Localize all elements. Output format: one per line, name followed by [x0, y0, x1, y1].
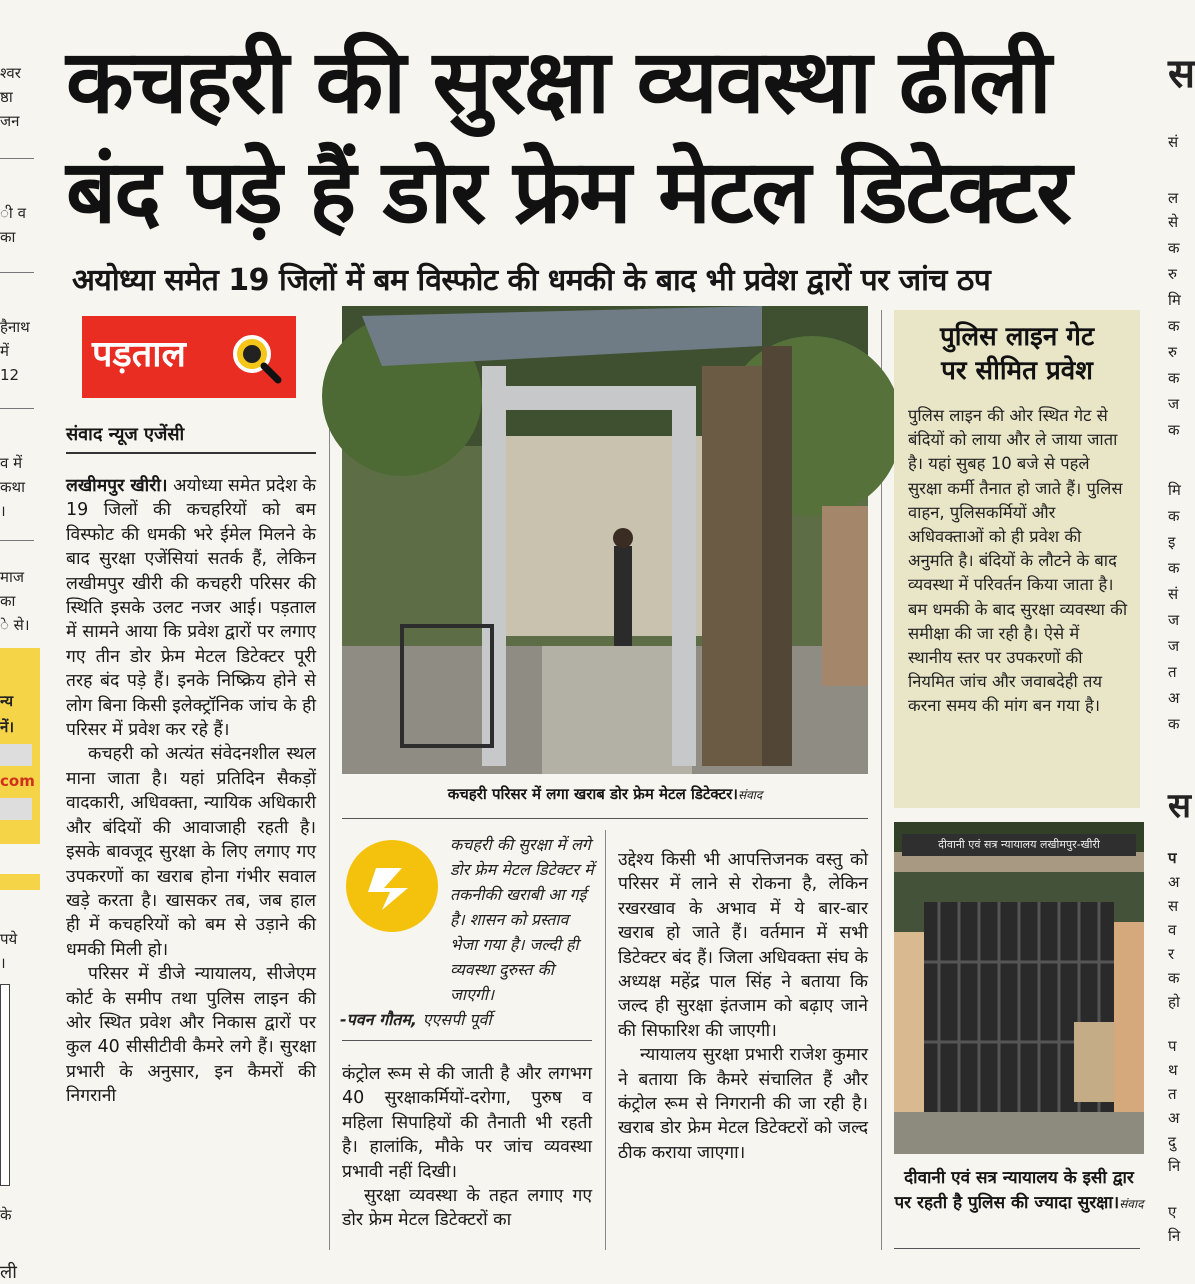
- metal-detector-photo: [342, 306, 868, 774]
- article-paragraph: उद्देश्य किसी भी आपत्तिजनक वस्तु को परिसर में लाने से रोकना है, लेकिन रखरखाव के अभाव में ये बार-बार खराब हो जाते हैं। वर्तमान में सभी डिटेक्टर बंद हैं। जिला अधिवक्ता संघ के अध्यक्ष महेंद्र पाल सिंह ने बताया कि जल्द ही सुरक्षा इंतजाम को बढ़ाए जाने की सिफारिश की जाएगी।: [618, 850, 868, 1041]
- left-divider: [0, 408, 34, 409]
- sidebar-title-line: पर सीमित प्रवेश: [941, 356, 1093, 386]
- article-column-3: [618, 848, 868, 1165]
- left-fragment: पये: [0, 930, 18, 948]
- right-fragment: अ: [1168, 1109, 1180, 1127]
- left-fragment: न्य: [0, 692, 14, 710]
- quote-rule: [342, 1040, 592, 1041]
- left-fragment: ली: [0, 1262, 17, 1283]
- left-fragment: com: [0, 772, 35, 790]
- caption-text: कचहरी परिसर में लगा खराब डोर फ्रेम मेटल डिटेक्टर।: [447, 785, 738, 803]
- left-fragment: श्वर: [0, 64, 21, 82]
- left-ad-box: [0, 798, 32, 820]
- quote-author-line: [340, 1007, 600, 1032]
- right-fragment: सं: [1168, 585, 1179, 603]
- article-column-2: [342, 1062, 592, 1233]
- left-fragment: ी व: [0, 204, 26, 222]
- right-fragment: दु: [1168, 1133, 1176, 1151]
- article-column-1: [66, 474, 316, 1109]
- magnifier-icon: [228, 330, 284, 386]
- article-paragraph: [66, 474, 316, 742]
- official-quote: [340, 832, 600, 1032]
- left-fragment: 12: [0, 366, 20, 384]
- court-gate-photo: [894, 822, 1144, 1154]
- padtal-badge-label: पड़ताल: [92, 334, 186, 375]
- right-fragment: त: [1168, 663, 1177, 681]
- article-paragraph: सुरक्षा व्यवस्था के तहत लगाए गए डोर फ्रेम मेटल डिटेक्टरों का: [342, 1186, 592, 1231]
- left-ad-strip: [0, 874, 40, 890]
- right-fragment: र: [1168, 945, 1175, 963]
- left-divider: [0, 540, 34, 541]
- paragraph-text: अयोध्या समेत प्रदेश के 19 जिलों की कचहरियों को बम विस्फोट की धमकी भरे ईमेल मिलने के बाद सुरक्षा एजेंसियां सतर्क हैं, लेकिन लखीमपुर खीरी की कचहरी परिसर की स्थिति इसके उलट नजर आई। पड़ताल में सामने आया कि प्रवेश द्वारों पर लगाए गए तीन डोर फ्रेम मेटल डिटेक्टर पूरी तरह बंद पड़े हैं। इनके निष्क्रिय होने से लोग बिना किसी इलेक्ट्रॉनिक जांच के ही परिसर में प्रवेश कर रहे हैं।: [66, 476, 316, 741]
- left-fragment: कथा: [0, 478, 25, 496]
- photo-credit: संवाद: [738, 788, 763, 802]
- right-fragment: ज: [1168, 611, 1180, 629]
- left-fragment: में: [0, 342, 9, 360]
- right-fragment: हो: [1168, 993, 1180, 1011]
- caption-text: दीवानी एवं सत्र न्यायालय के इसी द्वार पर रहती है पुलिस की ज्यादा सुरक्षा।: [894, 1168, 1134, 1213]
- quote-designation: एएसपी पूर्वी: [422, 1010, 492, 1029]
- quote-text: कचहरी की सुरक्षा में लगे डोर फ्रेम मेटल डिटेक्टर में तकनीकी खराबी आ गई है। शासन को प्रस्ताव भेजा गया है। जल्दी ही व्यवस्था दुरुस्त की जाएगी।: [450, 835, 594, 1004]
- dateline: लखीमपुर खीरी।: [66, 476, 168, 496]
- left-box: [0, 984, 10, 1186]
- article-paragraph: कचहरी को अत्यंत संवेदनशील स्थल माना जाता है। यहां प्रतिदिन सैकड़ों वादकारी, अधिवक्ता, न्यायिक अधिकारी और बंदियों की आवाजाही रहती है। इसके बावजूद सुरक्षा के लिए लगाए गए उपकरणों का खराब होना गंभीर सवाल खड़े करता है। खासकर तब, जब हाल ही में कचहरियों को बम से उड़ाने की धमकी मिली हो।: [66, 744, 316, 960]
- right-fragment: मि: [1168, 291, 1181, 309]
- left-fragment: हैनाथ: [0, 318, 30, 336]
- court-signboard: दीवानी एवं सत्र न्यायालय लखीमपुर-खीरी: [902, 834, 1136, 856]
- right-fragment: प: [1168, 1037, 1177, 1055]
- left-ad-box: [0, 744, 32, 766]
- right-fragment: क: [1168, 507, 1180, 525]
- left-fragment: व में: [0, 454, 23, 472]
- caption-rule: [894, 1248, 1140, 1249]
- left-fragment: के: [0, 1206, 12, 1224]
- right-fragment: सं: [1168, 133, 1179, 151]
- right-fragment: क: [1168, 369, 1180, 387]
- right-fragment: मि: [1168, 481, 1181, 499]
- right-fragment: ज: [1168, 637, 1180, 655]
- left-fragment: ।: [0, 502, 6, 520]
- right-fragment: क: [1168, 239, 1180, 257]
- right-fragment: अ: [1168, 873, 1180, 891]
- left-divider: [0, 158, 34, 159]
- left-fragment: जन: [0, 112, 20, 130]
- left-fragment: का: [0, 228, 16, 246]
- left-fragment: ष्ठा: [0, 88, 13, 106]
- photo-caption: [342, 784, 868, 804]
- right-fragment: क: [1168, 317, 1180, 335]
- right-fragment: ल: [1168, 189, 1179, 207]
- left-divider: [0, 272, 34, 273]
- subheadline: अयोध्या समेत 19 जिलों में बम विस्फोट की धमकी के बाद भी प्रवेश द्वारों पर जांच ठप: [72, 263, 991, 298]
- column-divider: [329, 420, 330, 1250]
- right-fragment: प: [1168, 849, 1177, 867]
- sidebar-body: पुलिस लाइन की ओर स्थित गेट से बंदियों को लाया और ले जाया जाता है। यहां सुबह 10 बजे से पहले सुरक्षा कर्मी तैनात हो जाते हैं। पुलिस वाहन, पुलिसकर्मियों और अधिवक्ताओं को ही प्रवेश की अनुमति है। बंदियों के लौटने के बाद व्यवस्था में परिवर्तन किया जाता है। बम धमकी के बाद सुरक्षा व्यवस्था की समीक्षा की जा रही है। ऐसे में स्थानीय स्तर पर उपकरणों की नियमित जांच और जवाबदेही तय करना समय की मांग बन गया है।: [908, 406, 1128, 716]
- byline-rule: [66, 452, 316, 454]
- column-divider: [605, 830, 606, 1250]
- right-fragment: नि: [1168, 1157, 1181, 1175]
- right-fragment: नि: [1168, 1227, 1181, 1245]
- right-fragment: क: [1168, 559, 1180, 577]
- right-fragment: रु: [1168, 265, 1177, 283]
- right-fragment: स: [1168, 786, 1191, 826]
- left-fragment: ।: [0, 954, 6, 972]
- right-fragment: क: [1168, 969, 1180, 987]
- right-fragment: ज: [1168, 395, 1180, 413]
- photo-credit: संवाद: [1119, 1197, 1144, 1211]
- left-fragment: का: [0, 592, 16, 610]
- article-paragraph: परिसर में डीजे न्यायालय, सीजेएम कोर्ट के समीप तथा पुलिस लाइन की ओर स्थित प्रवेश और निकास द्वारों पर कुल 40 सीसीटीवी कैमरे लगे हैं। सुरक्षा प्रभारी के अनुसार, इन कैमरों की निगरानी: [66, 964, 316, 1107]
- sidebar-title: [894, 320, 1140, 388]
- quote-author: -पवन गौतम,: [340, 1010, 417, 1029]
- right-fragment: से: [1168, 213, 1179, 231]
- right-fragment: स: [1168, 897, 1179, 915]
- right-fragment: अ: [1168, 689, 1180, 707]
- article-paragraph: न्यायालय सुरक्षा प्रभारी राजेश कुमार ने बताया कि कैमरे संचालित हैं और कंट्रोल रूम से निगरानी की जा रही है। खराब डोर फ्रेम मेटल डिटेक्टरों को जल्द ठीक कराया जाएगा।: [618, 1045, 868, 1163]
- headline-line-2: बंद पड़े हैं डोर फ्रेम मेटल डिटेक्टर: [66, 140, 1071, 243]
- right-fragment: थ: [1168, 1061, 1178, 1079]
- left-fragment: माज: [0, 568, 24, 586]
- photo-caption: [894, 1166, 1144, 1217]
- byline: संवाद न्यूज एजेंसी: [66, 424, 185, 445]
- right-fragment: क: [1168, 421, 1180, 439]
- headline-line-1: कचहरी की सुरक्षा व्यवस्था ढीली: [66, 30, 1050, 133]
- right-fragment: व: [1168, 921, 1177, 939]
- left-fragment: नें।: [0, 718, 15, 736]
- right-fragment: त: [1168, 1085, 1177, 1103]
- right-fragment: स: [1168, 51, 1195, 97]
- right-fragment: ए: [1168, 1203, 1177, 1221]
- article-paragraph: कंट्रोल रूम से की जाती है और लगभग 40 सुरक्षाकर्मियों-दरोगा, पुरुष व महिला सिपाहियों की तैनाती भी रहती है। हालांकि, मौके पर जांच व्यवस्था प्रभावी नहीं दिखी।: [342, 1064, 592, 1182]
- right-fragment: इ: [1168, 533, 1176, 551]
- right-fragment: रु: [1168, 343, 1177, 361]
- right-fragment: क: [1168, 715, 1180, 733]
- sidebar-title-line: पुलिस लाइन गेट: [939, 322, 1095, 352]
- left-fragment: े से।: [0, 616, 30, 634]
- caption-rule: [342, 818, 868, 819]
